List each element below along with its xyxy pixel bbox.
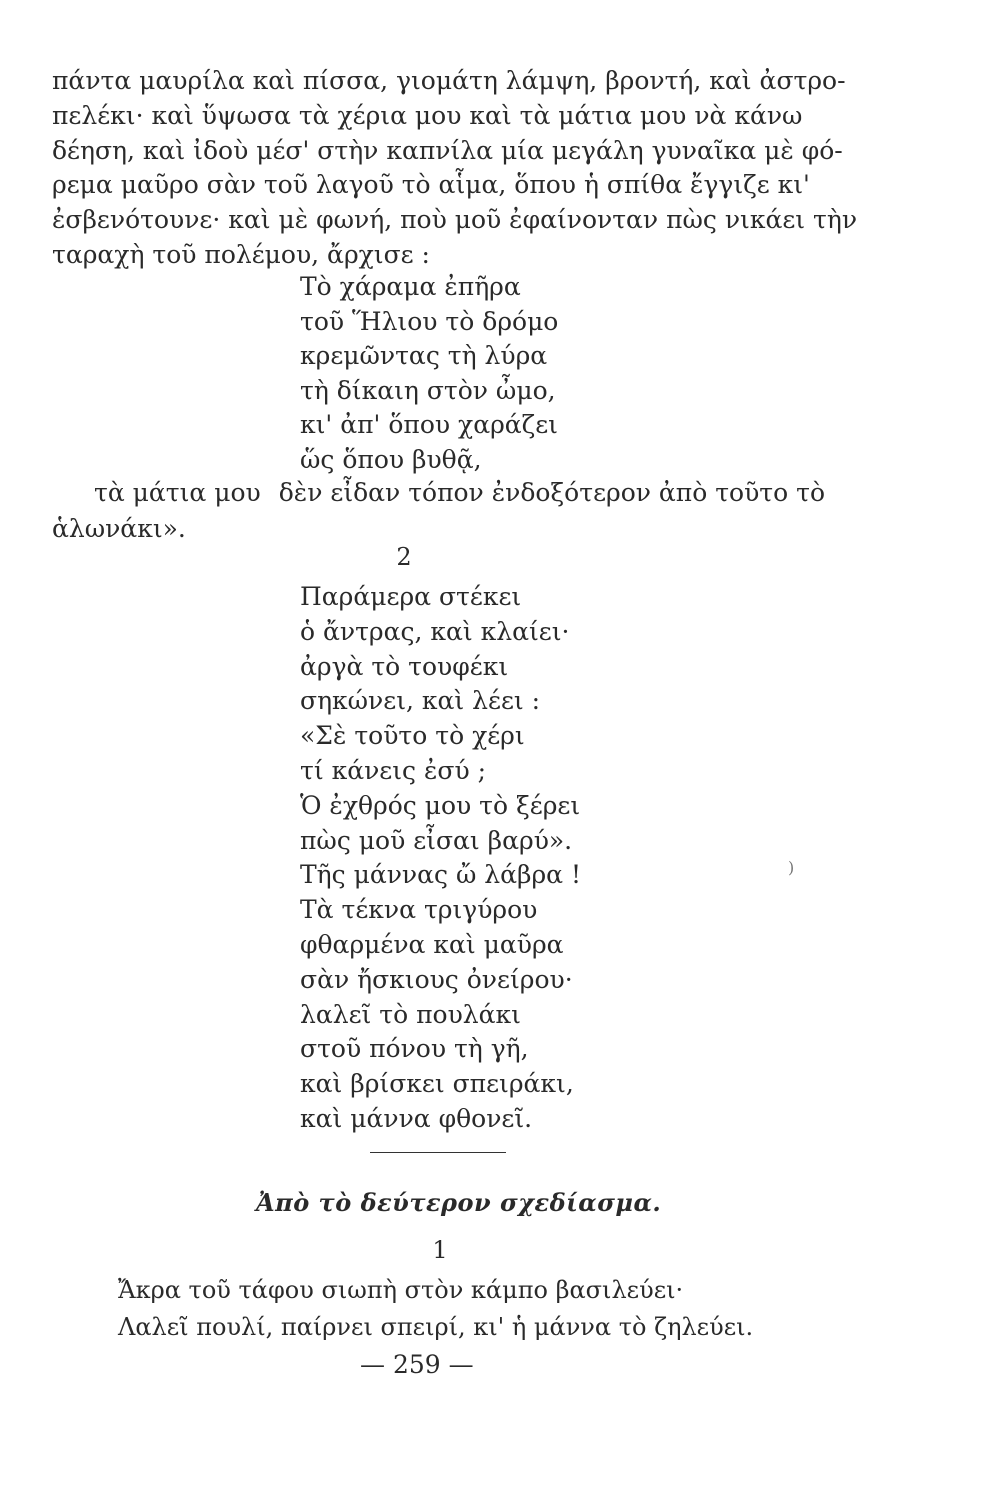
verse-line: λαλεῖ τὸ πουλάκι	[300, 999, 521, 1029]
closing-line-1	[52, 475, 826, 511]
section-heading: Ἀπὸ τὸ δεύτερον σχεδίασμα.	[256, 1188, 662, 1217]
verse-line: Τὸ χάραμα ἐπῆρα	[300, 272, 521, 301]
page-number: — 259 —	[360, 1350, 474, 1379]
verse-line: «Σὲ τοῦτο τὸ χέρι	[300, 721, 525, 751]
verse-line: καὶ μάννα φθονεῖ.	[300, 1103, 533, 1133]
verse-line: ὥς ὅπου βυθᾷ,	[300, 444, 482, 474]
verse-stanza-second	[300, 580, 581, 1137]
couplet-line: Λαλεῖ πουλί, παίρνει σπειρί, κι' ἡ μάννα τὸ ζηλεύει.	[118, 1313, 754, 1341]
margin-mark: )	[788, 858, 795, 877]
verse-line: Τῆς μάννας ὤ λάβρα !	[300, 860, 582, 890]
closing-line-2: ἁλωνάκι».	[52, 514, 186, 543]
closing-fragment: τὰ μάτια μου	[94, 478, 261, 507]
prose-line: ταραχὴ τοῦ πολέμου, ἄρχισε :	[52, 239, 430, 269]
closing-fragment: δὲν εἶδαν τόπον ἐνδοξότερον ἀπὸ τοῦτο τὸ	[278, 478, 826, 507]
section-number-1: 1	[432, 1236, 448, 1264]
verse-line: κι' ἀπ' ὅπου χαράζει	[300, 410, 558, 439]
verse-line: κρεμῶντας τὴ λύρα	[300, 341, 548, 370]
section-number-2: 2	[396, 543, 412, 571]
closing-sentence	[52, 475, 826, 547]
verse-line: τί κάνεις ἐσύ ;	[300, 755, 487, 785]
verse-line: Τὰ τέκνα τριγύρου	[300, 895, 538, 925]
verse-line: φθαρμένα καὶ μαῦρα	[300, 929, 564, 959]
verse-line: ὁ ἄντρας, καὶ κλαίει·	[300, 616, 570, 646]
prose-paragraph	[52, 64, 858, 273]
verse-line: καὶ βρίσκει σπειράκι,	[300, 1069, 574, 1099]
prose-line: πελέκι· καὶ ὕψωσα τὰ χέρια μου καὶ τὰ μάτια μου νὰ κάνω	[52, 100, 803, 130]
verse-line: τὴ δίκαιη στὸν ὦμο,	[300, 375, 556, 405]
couplet	[118, 1272, 753, 1346]
verse-line: σὰν ἤσκιους ὀνείρου·	[300, 964, 573, 994]
verse-line: τοῦ Ἥλιου τὸ δρόμο	[300, 306, 559, 336]
prose-line: ρεμα μαῦρο σὰν τοῦ λαγοῦ τὸ αἷμα, ὅπου ἡ σπίθα ἔγγιζε κι'	[52, 170, 810, 200]
prose-line: δέηση, καὶ ἰδοὺ μέσ' στὴν καπνίλα μία μεγάλη γυναῖκα μὲ φό-	[52, 135, 843, 165]
verse-line: Παράμερα στέκει	[300, 582, 522, 611]
prose-line: πάντα μαυρίλα καὶ πίσσα, γιομάτη λάμψη, βροντή, καὶ ἀστρο-	[52, 66, 846, 95]
prose-line: ἐσβενότουνε· καὶ μὲ φωνή, ποὺ μοῦ ἐφαίνονταν πὼς νικάει τὴν	[52, 205, 858, 235]
verse-line: Ὁ ἐχθρός μου τὸ ξέρει	[300, 790, 581, 820]
couplet-line: Ἄκρα τοῦ τάφου σιωπὴ στὸν κάμπο βασιλεύει·	[118, 1276, 684, 1304]
verse-line: στοῦ πόνου τὴ γῆ,	[300, 1034, 529, 1064]
verse-line: ἀργὰ τὸ τουφέκι	[300, 651, 509, 681]
verse-line: πὼς μοῦ εἶσαι βαρύ».	[300, 825, 573, 855]
verse-line: σηκώνει, καὶ λέει :	[300, 686, 541, 716]
section-divider	[370, 1152, 506, 1153]
verse-stanza-first	[300, 270, 558, 477]
